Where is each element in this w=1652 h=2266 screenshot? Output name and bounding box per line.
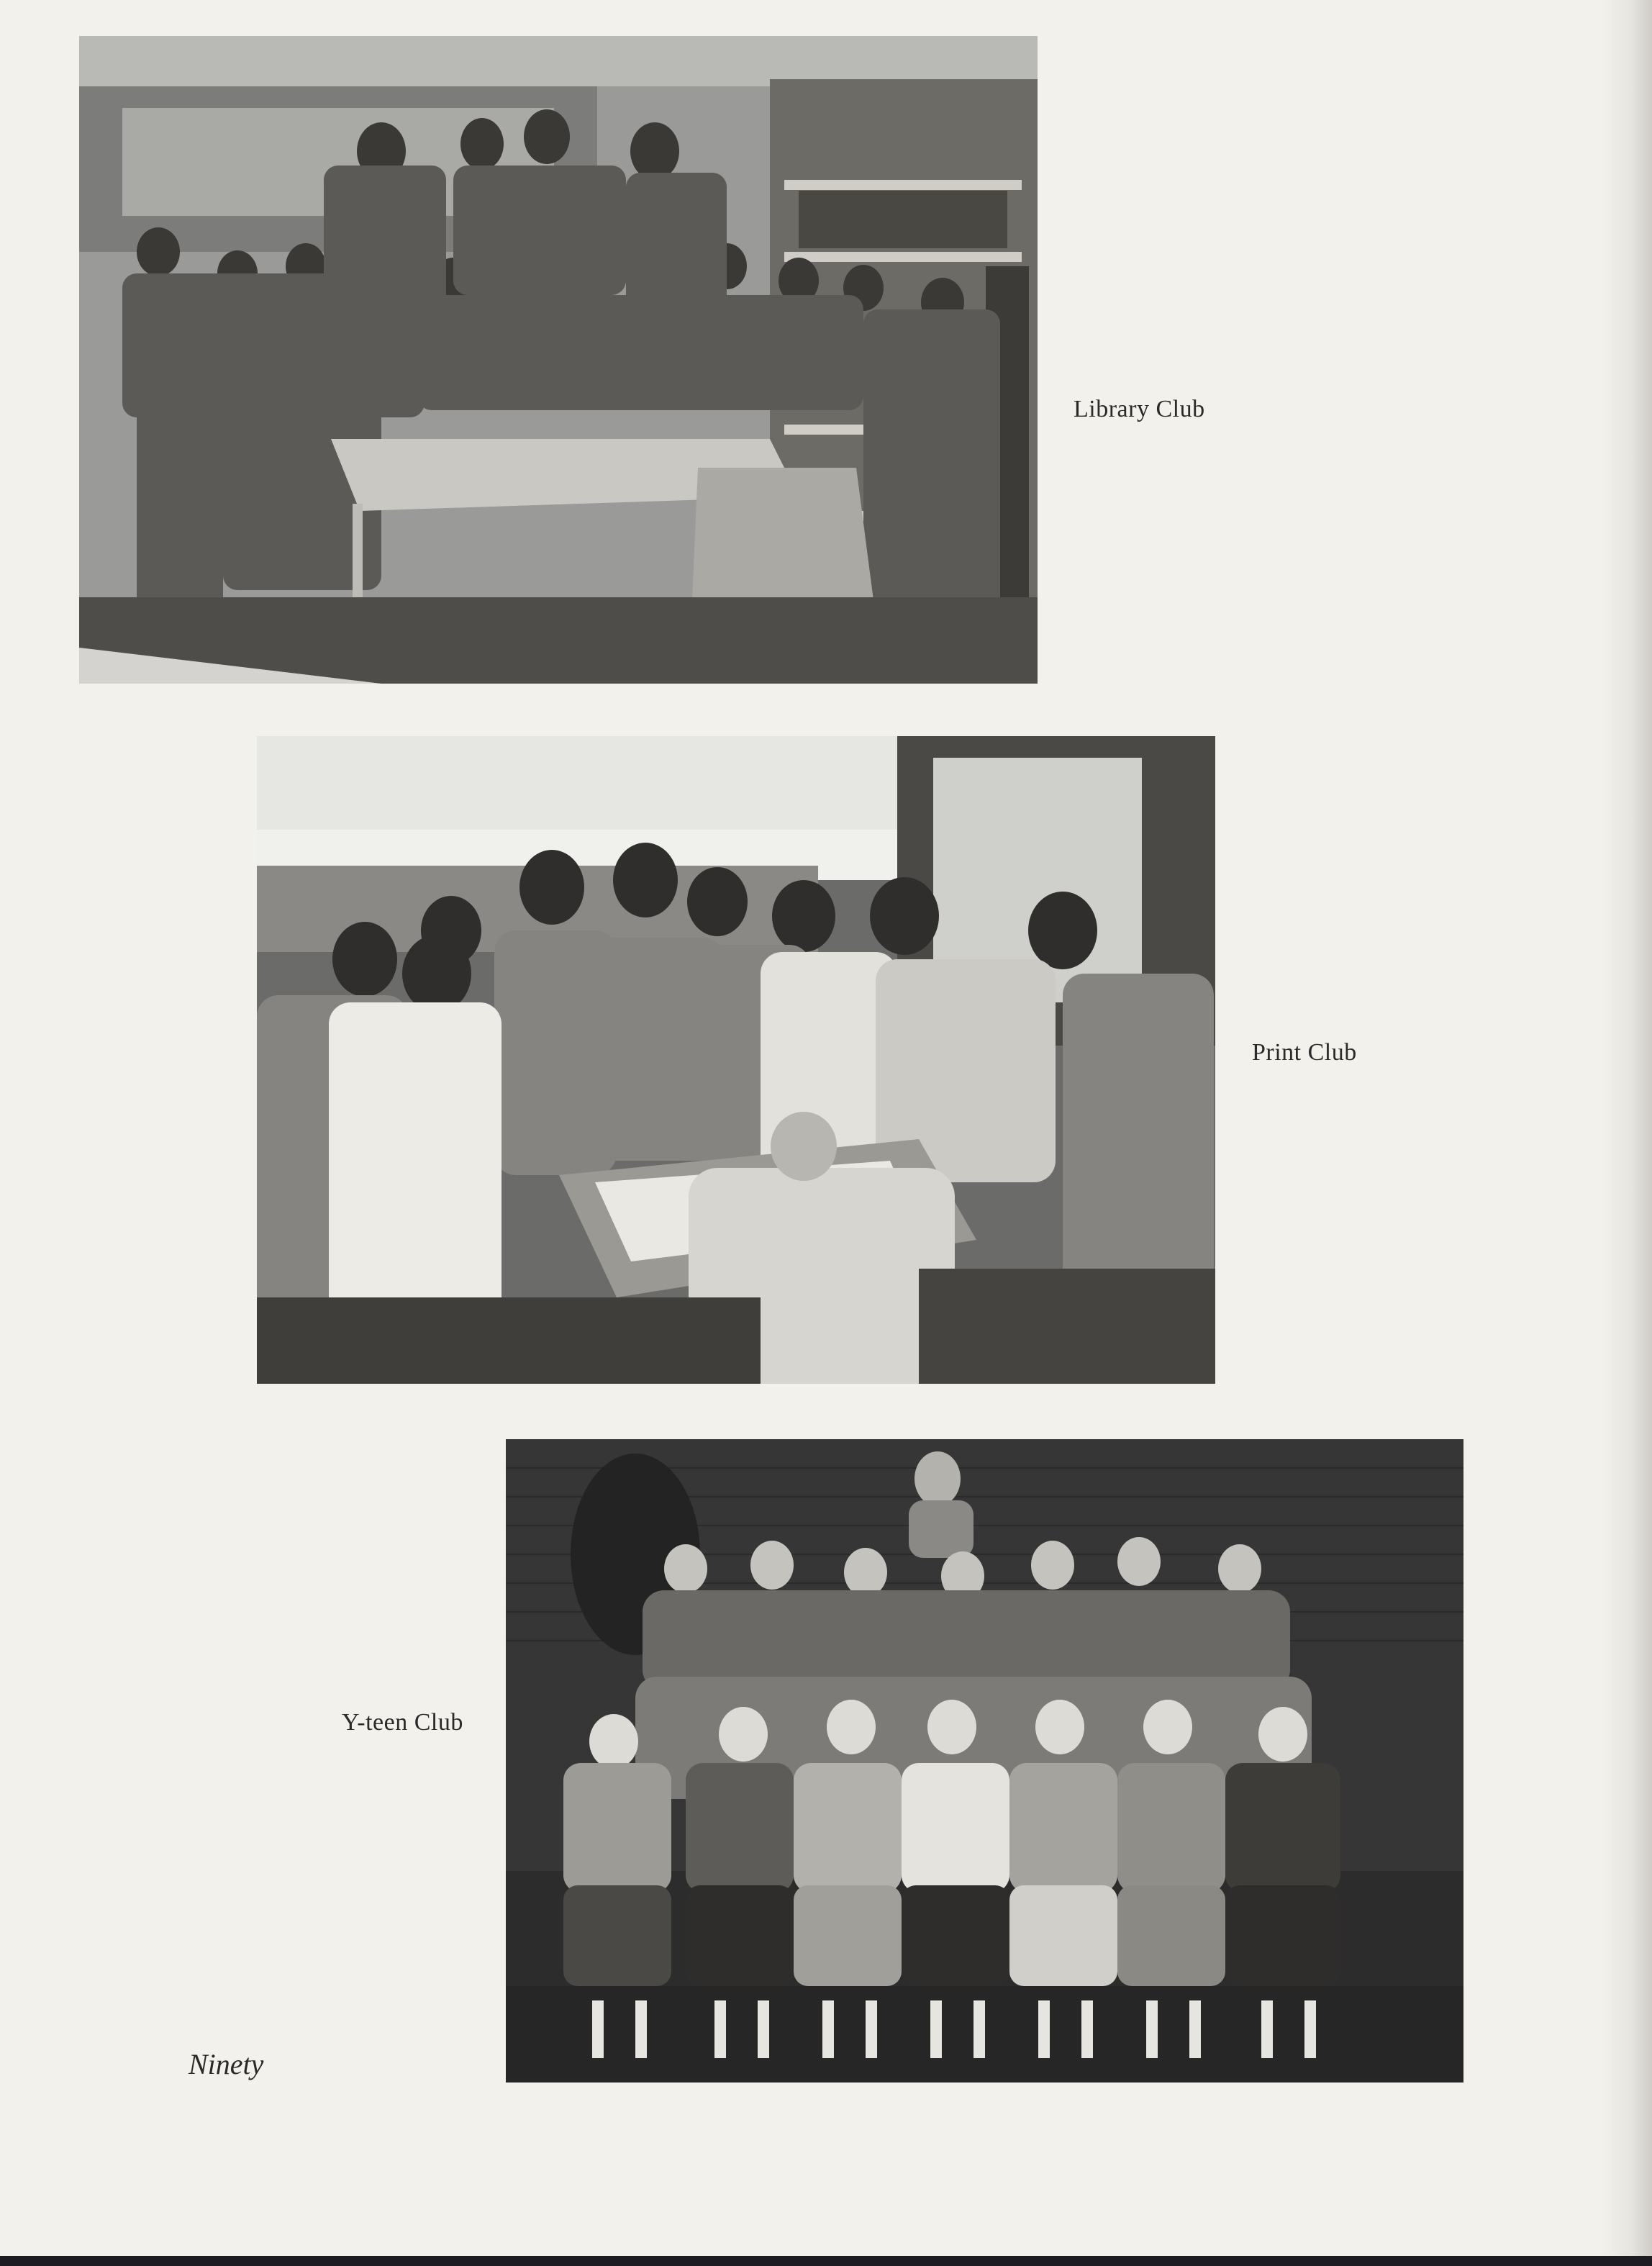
y-teen-club-photo	[506, 1439, 1463, 2083]
page-number: Ninety	[189, 2048, 264, 2080]
print-club-caption: Print Club	[1252, 1039, 1357, 1066]
print-club-photo	[257, 736, 1215, 1384]
page-binding-shadow	[1602, 0, 1652, 2266]
y-teen-club-caption: Y-teen Club	[342, 1709, 463, 1736]
library-club-caption: Library Club	[1074, 396, 1205, 422]
scan-bottom-edge	[0, 2256, 1652, 2266]
library-club-photo	[79, 36, 1038, 684]
